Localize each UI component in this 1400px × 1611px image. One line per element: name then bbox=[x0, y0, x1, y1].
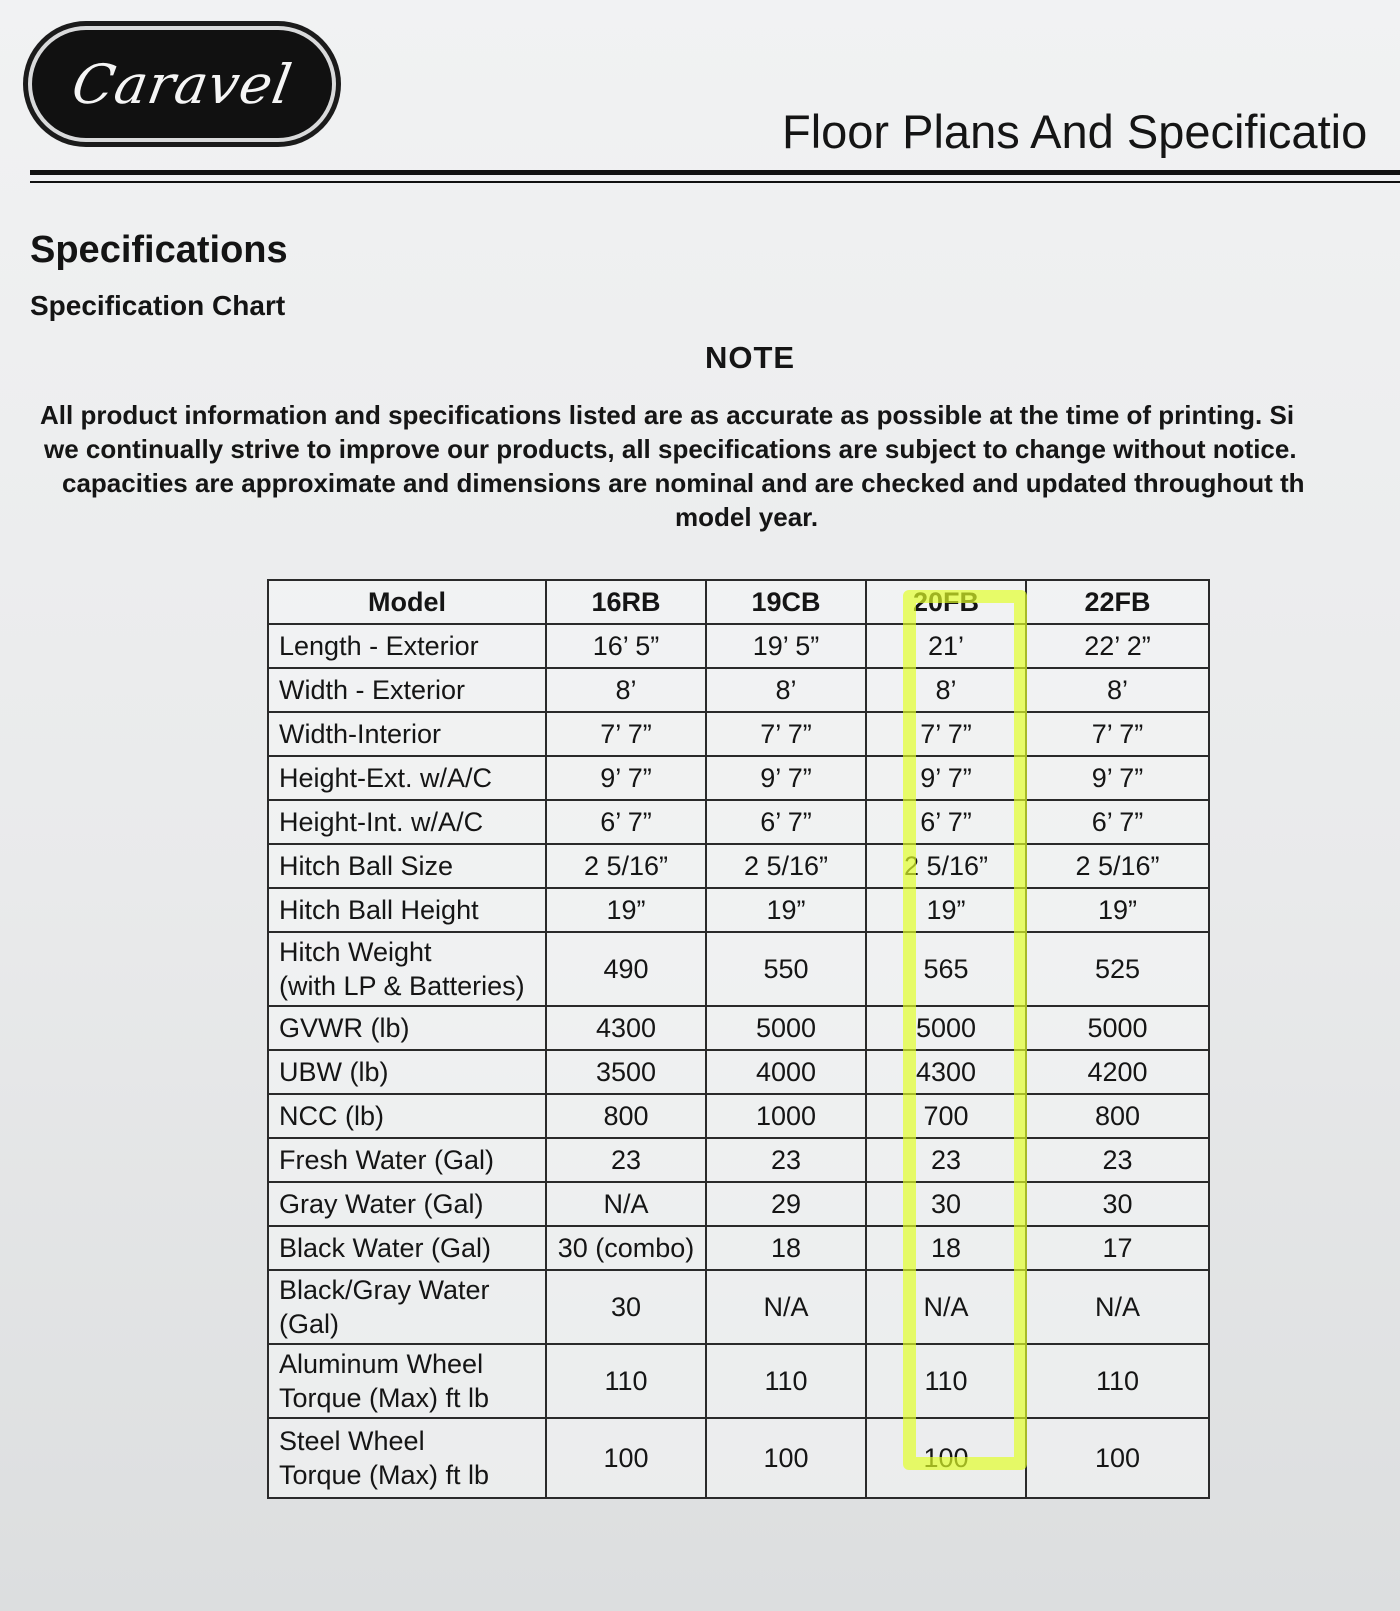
header-cell-19cb: 19CB bbox=[706, 580, 866, 624]
row-label-line: Aluminum Wheel bbox=[279, 1349, 484, 1379]
table-cell: 7’ 7” bbox=[866, 712, 1026, 756]
header-cell-model: Model bbox=[268, 580, 546, 624]
row-label-line: Black/Gray Water bbox=[279, 1275, 490, 1305]
header-rule-thick bbox=[30, 170, 1400, 175]
brand-logo bbox=[32, 30, 332, 138]
table-cell: 8’ bbox=[706, 668, 866, 712]
specification-table bbox=[267, 579, 1210, 1499]
table-cell: 29 bbox=[706, 1182, 866, 1226]
row-label: Height-Ext. w/A/C bbox=[268, 756, 546, 800]
table-cell: 7’ 7” bbox=[1026, 712, 1209, 756]
header-cell-20fb: 20FB bbox=[866, 580, 1026, 624]
row-label: Black Water (Gal) bbox=[268, 1226, 546, 1270]
table-cell: 18 bbox=[866, 1226, 1026, 1270]
row-label: NCC (lb) bbox=[268, 1094, 546, 1138]
note-line: we continually strive to improve our products, all specifications are subject to change without notice. bbox=[44, 434, 1297, 464]
header-rule-thin bbox=[30, 181, 1400, 183]
table-cell: 525 bbox=[1026, 932, 1209, 1006]
table-cell: 30 bbox=[866, 1182, 1026, 1226]
table-cell: 18 bbox=[706, 1226, 866, 1270]
note-line: model year. bbox=[675, 502, 819, 532]
table-cell: 9’ 7” bbox=[866, 756, 1026, 800]
table-row bbox=[268, 1270, 1209, 1344]
table-row bbox=[268, 624, 1209, 668]
table-cell: 9’ 7” bbox=[1026, 756, 1209, 800]
table-cell: 4000 bbox=[706, 1050, 866, 1094]
table-cell: 23 bbox=[1026, 1138, 1209, 1182]
row-label: Hitch Ball Height bbox=[268, 888, 546, 932]
table-cell: 110 bbox=[1026, 1344, 1209, 1418]
subsection-title: Specification Chart bbox=[30, 290, 286, 321]
row-label-line: Torque (Max) ft lb bbox=[279, 1383, 490, 1413]
table-cell: 16’ 5” bbox=[546, 624, 706, 668]
table-cell: 19” bbox=[706, 888, 866, 932]
row-label bbox=[268, 1418, 546, 1498]
table-row bbox=[268, 756, 1209, 800]
table-cell: 100 bbox=[866, 1418, 1026, 1498]
table-row bbox=[268, 800, 1209, 844]
row-label-line: Steel Wheel bbox=[279, 1426, 425, 1456]
table-cell: 30 (combo) bbox=[546, 1226, 706, 1270]
section-title: Specifications bbox=[30, 229, 288, 271]
row-label: Width-Interior bbox=[268, 712, 546, 756]
table-cell: 6’ 7” bbox=[1026, 800, 1209, 844]
table-cell: N/A bbox=[546, 1182, 706, 1226]
table-cell: 565 bbox=[866, 932, 1026, 1006]
table-cell: 2 5/16” bbox=[706, 844, 866, 888]
table-cell: 5000 bbox=[1026, 1006, 1209, 1050]
table-row bbox=[268, 1344, 1209, 1418]
table-cell: 23 bbox=[866, 1138, 1026, 1182]
table-cell: 100 bbox=[546, 1418, 706, 1498]
table-cell: N/A bbox=[866, 1270, 1026, 1344]
table-cell: 110 bbox=[706, 1344, 866, 1418]
table-cell: 6’ 7” bbox=[866, 800, 1026, 844]
table-cell: 4300 bbox=[866, 1050, 1026, 1094]
table-row bbox=[268, 932, 1209, 1006]
table-cell: N/A bbox=[1026, 1270, 1209, 1344]
row-label: Hitch Ball Size bbox=[268, 844, 546, 888]
table-cell: 2 5/16” bbox=[1026, 844, 1209, 888]
table-row bbox=[268, 712, 1209, 756]
header-cell-16rb: 16RB bbox=[546, 580, 706, 624]
table-cell: 490 bbox=[546, 932, 706, 1006]
row-label-line: Hitch Weight bbox=[279, 937, 432, 967]
table-cell: 17 bbox=[1026, 1226, 1209, 1270]
row-label: Fresh Water (Gal) bbox=[268, 1138, 546, 1182]
row-label-line: Torque (Max) ft lb bbox=[279, 1460, 490, 1490]
table-cell: 8’ bbox=[866, 668, 1026, 712]
table-cell: 550 bbox=[706, 932, 866, 1006]
row-label bbox=[268, 1344, 546, 1418]
table-cell: 100 bbox=[706, 1418, 866, 1498]
table-cell: 9’ 7” bbox=[706, 756, 866, 800]
row-label-line: (with LP & Batteries) bbox=[279, 971, 525, 1001]
table-cell: 23 bbox=[706, 1138, 866, 1182]
table-cell: 800 bbox=[1026, 1094, 1209, 1138]
table-cell: 19” bbox=[546, 888, 706, 932]
table-cell: 21’ bbox=[866, 624, 1026, 668]
table-cell: 9’ 7” bbox=[546, 756, 706, 800]
table-cell: 19” bbox=[1026, 888, 1209, 932]
table-header-row bbox=[268, 580, 1209, 624]
table-cell: 7’ 7” bbox=[706, 712, 866, 756]
table-cell: 22’ 2” bbox=[1026, 624, 1209, 668]
specification-table-wrapper bbox=[267, 579, 1208, 1499]
table-cell: 19’ 5” bbox=[706, 624, 866, 668]
row-label: GVWR (lb) bbox=[268, 1006, 546, 1050]
table-cell: 6’ 7” bbox=[706, 800, 866, 844]
table-cell: 700 bbox=[866, 1094, 1026, 1138]
table-cell: 19” bbox=[866, 888, 1026, 932]
table-cell: 3500 bbox=[546, 1050, 706, 1094]
table-row bbox=[268, 888, 1209, 932]
table-cell: 5000 bbox=[866, 1006, 1026, 1050]
row-label: Length - Exterior bbox=[268, 624, 546, 668]
table-cell: 110 bbox=[866, 1344, 1026, 1418]
table-row bbox=[268, 1418, 1209, 1498]
note-line: capacities are approximate and dimensions are nominal and are checked and updated throughout th bbox=[62, 468, 1305, 498]
table-row bbox=[268, 1050, 1209, 1094]
table-cell: 30 bbox=[546, 1270, 706, 1344]
table-row bbox=[268, 1138, 1209, 1182]
table-row bbox=[268, 844, 1209, 888]
table-row bbox=[268, 1006, 1209, 1050]
note-body bbox=[40, 398, 1370, 534]
row-label: Width - Exterior bbox=[268, 668, 546, 712]
row-label: Gray Water (Gal) bbox=[268, 1182, 546, 1226]
table-cell: 7’ 7” bbox=[546, 712, 706, 756]
table-row bbox=[268, 1226, 1209, 1270]
row-label bbox=[268, 1270, 546, 1344]
table-row bbox=[268, 1094, 1209, 1138]
table-cell: 1000 bbox=[706, 1094, 866, 1138]
table-cell: 8’ bbox=[546, 668, 706, 712]
table-cell: 30 bbox=[1026, 1182, 1209, 1226]
note-title: NOTE bbox=[705, 340, 796, 375]
brand-logo-text: Caravel bbox=[67, 52, 297, 116]
note-line: All product information and specifications listed are as accurate as possible at the time of printing. Si bbox=[40, 400, 1295, 430]
table-cell: 800 bbox=[546, 1094, 706, 1138]
table-cell: 4200 bbox=[1026, 1050, 1209, 1094]
table-cell: N/A bbox=[706, 1270, 866, 1344]
row-label bbox=[268, 932, 546, 1006]
table-cell: 8’ bbox=[1026, 668, 1209, 712]
row-label: Height-Int. w/A/C bbox=[268, 800, 546, 844]
table-cell: 6’ 7” bbox=[546, 800, 706, 844]
header-cell-22fb: 22FB bbox=[1026, 580, 1209, 624]
table-cell: 4300 bbox=[546, 1006, 706, 1050]
table-cell: 5000 bbox=[706, 1006, 866, 1050]
row-label-line: (Gal) bbox=[279, 1309, 339, 1339]
row-label: UBW (lb) bbox=[268, 1050, 546, 1094]
document-title: Floor Plans And Specificatio bbox=[782, 105, 1368, 158]
table-cell: 2 5/16” bbox=[546, 844, 706, 888]
table-row bbox=[268, 1182, 1209, 1226]
table-cell: 110 bbox=[546, 1344, 706, 1418]
table-cell: 100 bbox=[1026, 1418, 1209, 1498]
table-cell: 2 5/16” bbox=[866, 844, 1026, 888]
table-row bbox=[268, 668, 1209, 712]
table-cell: 23 bbox=[546, 1138, 706, 1182]
